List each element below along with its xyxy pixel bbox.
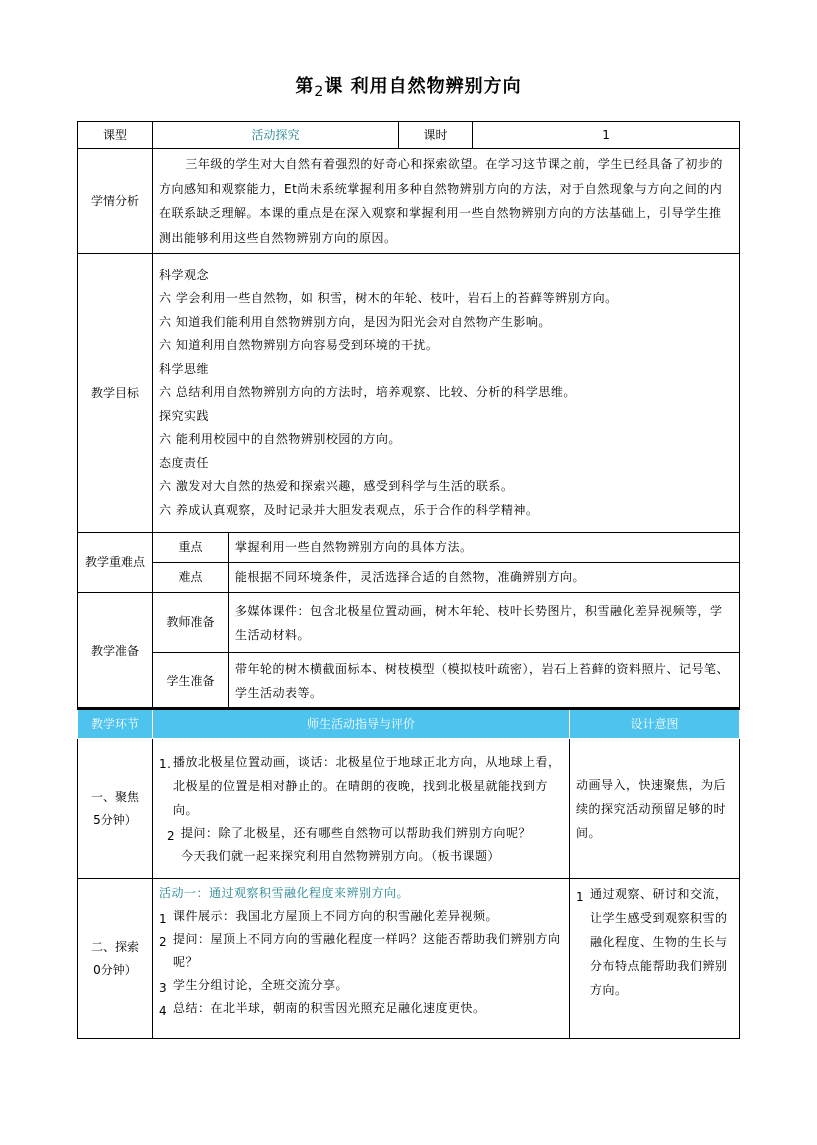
process-header-intent: 设计意图 [570, 709, 740, 739]
goals-list [153, 254, 740, 533]
list-item: 2 提问：屋顶上不同方向的雪融化程度一样吗？这能否帮助我们辨别方向呢？ [159, 932, 561, 969]
goal-line: 六 养成认真观察，及时记录并大胆发表观点，乐于合作的科学精神。 [159, 502, 539, 517]
goals-label: 教学目标 [78, 254, 153, 533]
type-label: 课型 [78, 122, 153, 149]
goal-line: 探究实践 [159, 408, 210, 423]
list-item: 今天我们就一起来探究利用自然物辨别方向。（板书课题） [181, 848, 501, 863]
page-title: 第$_2$课 利用自然物辨别方向 [295, 76, 522, 100]
activity-title: 活动一：通过观察积雪融化程度来辨别方向。 [159, 886, 410, 900]
teacher-prep-text: 多媒体课件：包含北极星位置动画，树木年轮、枝叶长势图片，积雪融化差异视频等，学生活动材料。 [229, 593, 740, 653]
stage2-intent: 1 通过观察、研讨和交流，让学生感受到观察积雪的融化程度、生物的生长与分布特点能帮助我们辨别方向。 [570, 879, 740, 1039]
goal-line: 六 激发对大自然的热爱和探索兴趣，感受到科学与生活的联系。 [159, 479, 514, 494]
diff-text: 能根据不同环境条件，灵活选择合适的自然物，准确辨别方向。 [229, 563, 740, 593]
list-item: 4 总结：在北半球，朝南的积雪因光照充足融化速度更快。 [159, 1001, 486, 1018]
prep-label: 教学准备 [78, 593, 153, 710]
list-item: 2 提问：除了北极星，还有哪些自然物可以帮助我们辨别方向呢？ [167, 825, 532, 843]
key-text: 掌握利用一些自然物辨别方向的具体方法。 [229, 533, 740, 563]
goal-line: 六 知道我们能利用自然物辨别方向，是因为阳光会对自然物产生影响。 [159, 314, 551, 329]
process-table [77, 707, 740, 1039]
teacher-prep-label: 教师准备 [153, 593, 229, 653]
lesson-info-table [77, 121, 740, 710]
stage2-label: 二、探索 0分钟） [78, 879, 153, 1039]
stage1-intent: 动画导入，快速聚焦，为后续的探究活动预留足够的时间。 [570, 739, 740, 879]
analysis-label: 学情分析 [78, 149, 153, 254]
hours-label: 课时 [399, 122, 473, 149]
key-label: 重点 [153, 533, 229, 563]
stage2-activities [153, 879, 570, 1039]
student-prep-label: 学生准备 [153, 653, 229, 710]
stage1-activities [153, 739, 570, 879]
process-header-stage: 教学环节 [78, 709, 153, 739]
goal-line: 六 知道利用自然物辨别方向容易受到环境的干扰。 [159, 338, 439, 353]
list-item: 1 课件展示：我国北方屋顶上不同方向的积雪融化差异视频。 [159, 909, 499, 926]
diff-label: 难点 [153, 563, 229, 593]
list-item: 3 学生分组讨论，全班交流分享。 [159, 978, 349, 995]
goal-line: 六 能利用校园中的自然物辨别校园的方向。 [159, 432, 401, 447]
stage1-label: 一、聚焦 5分钟） [78, 739, 153, 879]
student-prep-text: 带年轮的树木横截面标本、树枝模型（模拟枝叶疏密），岩石上苔藓的资料照片、记号笔、学生活动表等。 [229, 653, 740, 710]
goal-line: 态度责任 [159, 455, 210, 470]
list-item: 1. 播放北极星位置动画，谈话：北极星位于地球正北方向，从地球上看，北极星的位置是相对静止的。在晴朗的夜晚，找到北极星就能找到方向。 [159, 754, 561, 817]
goal-line: 科学思维 [159, 361, 210, 376]
goal-line: 科学观念 [159, 267, 210, 282]
process-header-activity: 师生活动指导与评价 [153, 709, 570, 739]
hours-value: 1 [473, 122, 740, 149]
keypoints-label: 教学重难点 [78, 533, 153, 593]
goal-line: 六 学会利用一些自然物，如 积雪，树木的年轮、枝叶，岩石上的苔藓等辨别方向。 [159, 291, 618, 306]
goal-line: 六 总结利用自然物辨别方向的方法时，培养观察、比较、分析的科学思维。 [159, 385, 576, 400]
analysis-text: 三年级的学生对大自然有着强烈的好奇心和探索欲望。在学习这节课之前，学生已经具备了初步的方向感知和观察能力，Et尚未系统掌握利用多种自然物辨别方向的方法，对于自然现象与方向之间的内在联系缺乏理解。本课的重点是在深入观察和掌握利用一些自然物辨别方向的方法基础上，引导学生推测出能够利用这些自然物辨别方向的原因。 [159, 157, 723, 245]
type-value: 活动探究 [153, 122, 399, 149]
